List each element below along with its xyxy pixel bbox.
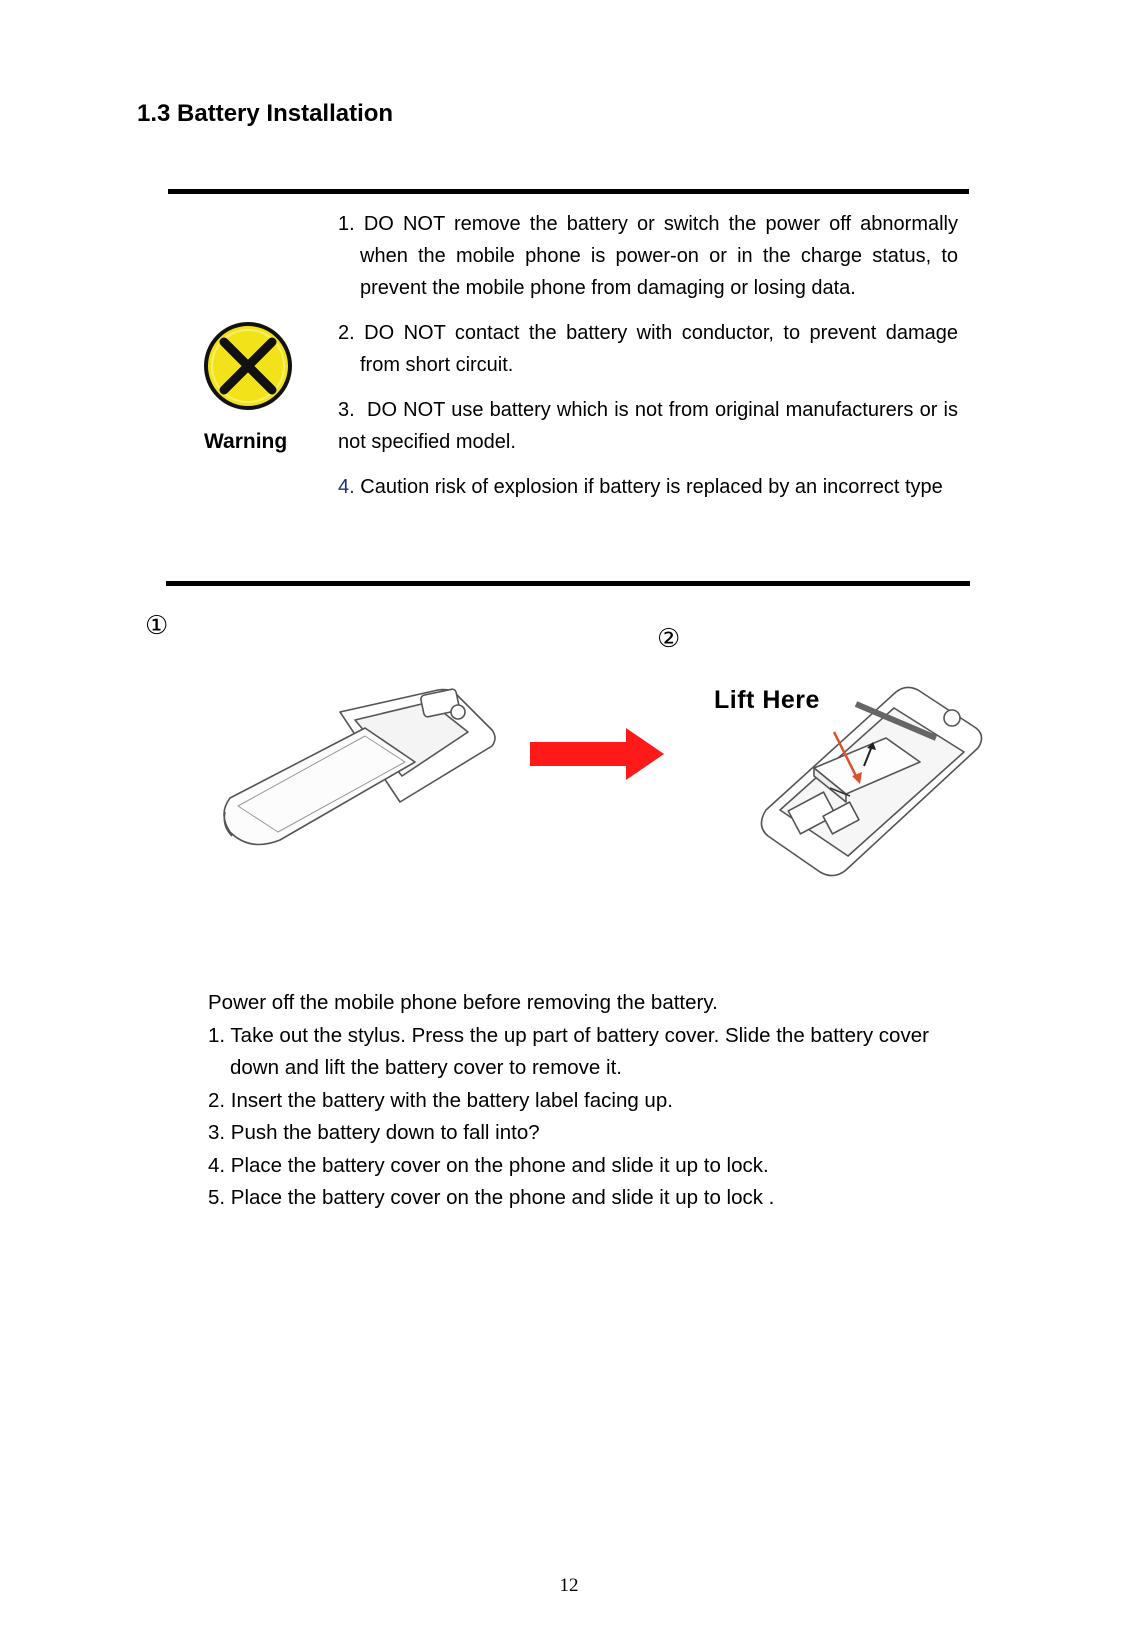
warning-item-number: 1. bbox=[338, 213, 355, 235]
warning-item-number: 2. bbox=[338, 322, 355, 344]
warning-item-1 bbox=[338, 208, 958, 304]
phone-battery-lift-illustration bbox=[706, 680, 994, 880]
instruction-step-4: 4. Place the battery cover on the phone and slide it up to lock. bbox=[208, 1153, 769, 1177]
instruction-step-5: 5. Place the battery cover on the phone and slide it up to lock . bbox=[208, 1186, 775, 1209]
warning-item-3 bbox=[338, 394, 958, 458]
warning-item-text: DO NOT remove the battery or switch the power off abnormally when the mobile phone is power-on or in the charge status, to prevent the mobile phone from damaging or losing data. bbox=[360, 213, 958, 299]
warning-item-2 bbox=[338, 317, 958, 381]
warning-item-number: 3. bbox=[338, 399, 355, 421]
lift-here-label: Lift Here bbox=[714, 686, 820, 714]
instructions-intro: Power off the mobile phone before removing the battery. bbox=[208, 991, 718, 1014]
warning-item-text: DO NOT use battery which is not from original manufacturers or is not specified model. bbox=[338, 399, 958, 453]
warning-item-text: DO NOT contact the battery with conductor, to prevent damage from short circuit. bbox=[360, 322, 958, 376]
warning-item-text: Caution risk of explosion if battery is replaced by an incorrect type bbox=[360, 476, 943, 498]
warning-x-icon bbox=[202, 320, 294, 412]
warning-item-number: 4. bbox=[338, 476, 355, 498]
step1-marker: ① bbox=[145, 611, 169, 641]
step2-marker: ② bbox=[657, 624, 681, 654]
warning-item-4 bbox=[338, 471, 958, 503]
section-title: 1.3 Battery Installation bbox=[137, 100, 394, 127]
instructions-block bbox=[208, 987, 968, 1215]
red-direction-arrow bbox=[530, 728, 664, 780]
instruction-step-3: 3. Push the battery down to fall into? bbox=[208, 1121, 540, 1144]
page-number: 12 bbox=[559, 1575, 579, 1596]
instruction-step-1: 1. Take out the stylus. Press the up part of battery cover. Slide the battery cover down and lift the battery cover to remove it. bbox=[208, 1023, 929, 1079]
warning-list bbox=[338, 208, 958, 516]
phone-cover-removal-illustration bbox=[190, 600, 500, 880]
warning-bottom-rule bbox=[166, 581, 970, 586]
warning-top-rule bbox=[168, 189, 969, 194]
warning-label: Warning bbox=[204, 430, 288, 453]
instruction-step-2: 2. Insert the battery with the battery label facing up. bbox=[208, 1088, 673, 1112]
